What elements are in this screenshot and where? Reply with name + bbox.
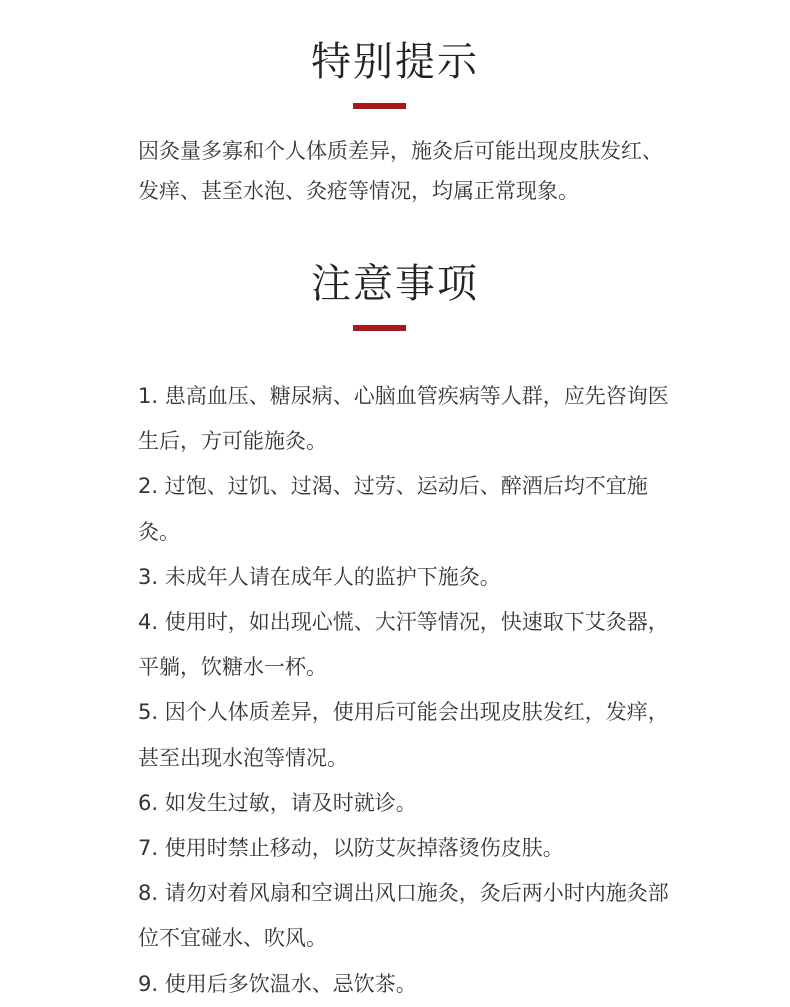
note-item: 5. 因个人体质差异，使用后可能会出现皮肤发红，发痒，甚至出现水泡等情况。 <box>138 700 669 770</box>
notes-list <box>138 374 678 1007</box>
note-item: 3. 未成年人请在成年人的监护下施灸。 <box>138 564 501 589</box>
tips-title: 特别提示 <box>311 39 479 85</box>
notes-title-underline <box>353 325 406 331</box>
note-item: 1. 患高血压、糖尿病、心脑血管疾病等人群，应先咨询医生后，方可能施灸。 <box>138 384 669 454</box>
note-item: 6. 如发生过敏，请及时就诊。 <box>138 790 417 815</box>
note-item: 2. 过饱、过饥、过渴、过劳、运动后、醉酒后均不宜施灸。 <box>138 474 648 544</box>
note-item: 4. 使用时，如出现心慌、大汗等情况，快速取下艾灸器，平躺，饮糖水一杯。 <box>138 610 669 680</box>
notes-title: 注意事项 <box>311 261 479 307</box>
tips-text: 因灸量多寡和个人体质差异，施灸后可能出现皮肤发红、发痒、甚至水泡、灸疮等情况，均属正常现象。 <box>138 139 663 203</box>
note-item: 9. 使用后多饮温水、忌饮茶。 <box>138 971 417 996</box>
note-item: 7. 使用时禁止移动，以防艾灰掉落烫伤皮肤。 <box>138 836 564 861</box>
note-item: 8. 请勿对着风扇和空调出风口施灸，灸后两小时内施灸部位不宜碰水、吹风。 <box>138 881 669 951</box>
tips-title-underline <box>353 103 406 109</box>
